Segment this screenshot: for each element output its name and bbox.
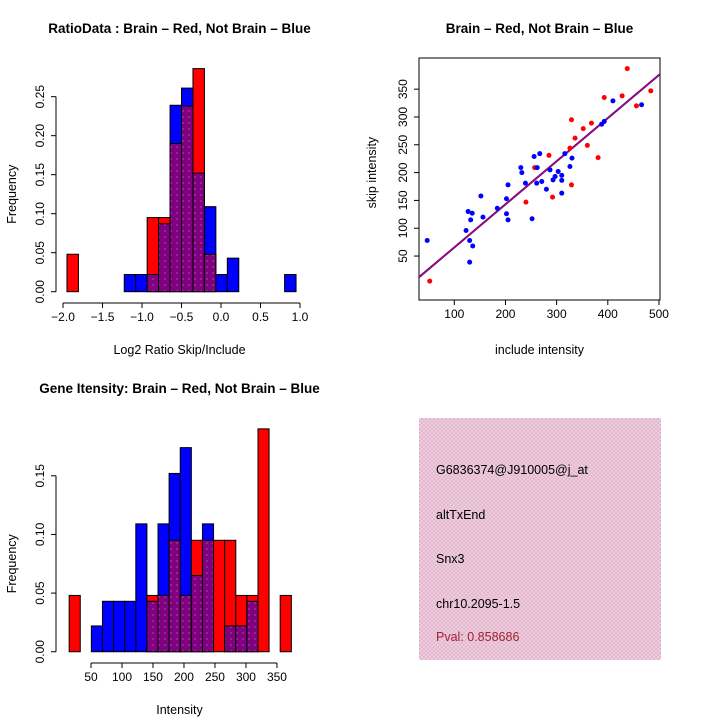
scatter-point-not-brain bbox=[559, 178, 564, 183]
scatter-point-not-brain bbox=[559, 173, 564, 178]
scatter-point-not-brain bbox=[519, 170, 524, 175]
hist-bar bbox=[125, 601, 136, 651]
scatter-point-not-brain bbox=[468, 217, 473, 222]
hist-bar-overlap bbox=[202, 540, 213, 651]
scatter-point-brain bbox=[523, 200, 528, 205]
x-tick-label: 100 bbox=[111, 670, 133, 684]
hist-bar-overlap bbox=[147, 275, 158, 292]
y-tick-label: 0.10 bbox=[33, 522, 47, 547]
ratio-histogram-chart bbox=[0, 0, 360, 360]
scatter-point-brain bbox=[596, 155, 601, 160]
panel-intensity-scatter bbox=[360, 0, 720, 360]
gene-symbol-text: Snx3 bbox=[436, 552, 465, 566]
scatter-point-not-brain bbox=[523, 181, 528, 186]
hist-bar bbox=[214, 540, 225, 651]
scatter-point-brain bbox=[634, 103, 639, 108]
scatter-point-not-brain bbox=[602, 119, 607, 124]
scatter-point-not-brain bbox=[495, 206, 500, 211]
scatter-point-not-brain bbox=[504, 211, 509, 216]
y-tick-label: 50 bbox=[396, 249, 410, 263]
scatter-point-not-brain bbox=[425, 238, 430, 243]
x-tick-label: 250 bbox=[204, 670, 225, 684]
x-tick-label: 0.0 bbox=[212, 310, 230, 324]
gene-intensity-histogram-chart bbox=[0, 360, 360, 720]
hist-bar-overlap bbox=[182, 106, 193, 292]
hist-bar bbox=[114, 601, 125, 651]
chart-title: Gene Itensity: Brain – Red, Not Brain – Blue bbox=[39, 381, 320, 396]
y-tick-label: 0.15 bbox=[33, 464, 47, 488]
y-tick-label: 200 bbox=[396, 162, 410, 183]
scatter-point-not-brain bbox=[556, 169, 561, 174]
scatter-point-not-brain bbox=[504, 196, 509, 201]
scatter-point-not-brain bbox=[464, 228, 469, 233]
scatter-point-brain bbox=[648, 88, 653, 93]
y-axis-title: skip intensity bbox=[365, 136, 379, 209]
chart-title: RatioData : Brain – Red, Not Brain – Blue bbox=[48, 21, 311, 36]
y-tick-label: 0.05 bbox=[33, 241, 47, 265]
scatter-point-not-brain bbox=[539, 179, 544, 184]
x-axis-title: Intensity bbox=[156, 703, 203, 717]
scatter-point-brain bbox=[602, 95, 607, 100]
scatter-point-not-brain bbox=[535, 165, 540, 170]
y-tick-label: 0.20 bbox=[33, 123, 47, 148]
scatter-point-brain bbox=[625, 66, 630, 71]
scatter-point-not-brain bbox=[544, 187, 549, 192]
x-tick-label: 400 bbox=[597, 307, 618, 321]
scatter-point-brain bbox=[569, 182, 574, 187]
scatter-point-not-brain bbox=[518, 165, 523, 170]
hist-bar-overlap bbox=[225, 626, 236, 652]
panel-ratio-histogram bbox=[0, 0, 360, 360]
scatter-point-brain bbox=[546, 153, 551, 158]
x-axis-title: include intensity bbox=[495, 343, 584, 357]
x-tick-label: 200 bbox=[495, 307, 516, 321]
y-tick-label: 0.00 bbox=[33, 640, 47, 664]
hist-bar bbox=[69, 595, 80, 651]
hist-bar-overlap bbox=[158, 595, 169, 651]
chart-title: Brain – Red, Not Brain – Blue bbox=[445, 21, 634, 36]
scatter-point-not-brain bbox=[553, 174, 558, 179]
scatter-point-not-brain bbox=[567, 164, 572, 169]
hist-bar-overlap bbox=[236, 626, 247, 652]
scatter-point-brain bbox=[581, 126, 586, 131]
hist-bar-overlap bbox=[147, 601, 158, 651]
x-tick-label: 150 bbox=[142, 670, 163, 684]
hist-bar-overlap bbox=[247, 601, 258, 651]
hist-bar-overlap bbox=[193, 173, 204, 292]
scatter-point-not-brain bbox=[569, 156, 574, 161]
scatter-point-not-brain bbox=[534, 181, 539, 186]
skip-include-scatter-chart bbox=[360, 0, 720, 360]
hist-bar bbox=[136, 275, 147, 292]
hist-bar bbox=[227, 258, 238, 292]
locus-text: chr10.2095-1.5 bbox=[436, 597, 521, 611]
x-tick-label: −1.0 bbox=[130, 310, 154, 324]
hist-bar-overlap bbox=[191, 575, 202, 651]
y-tick-label: 100 bbox=[396, 218, 410, 239]
y-axis-title: Frequency bbox=[5, 164, 19, 224]
x-tick-label: 1.0 bbox=[291, 310, 309, 324]
hist-bar-overlap bbox=[169, 540, 180, 651]
x-tick-label: 50 bbox=[84, 670, 98, 684]
scatter-point-not-brain bbox=[547, 167, 552, 172]
hist-bar bbox=[285, 275, 296, 292]
x-tick-label: 500 bbox=[648, 307, 669, 321]
scatter-point-brain bbox=[585, 143, 590, 148]
hist-bar bbox=[280, 595, 291, 651]
y-tick-label: 150 bbox=[396, 190, 410, 211]
scatter-point-brain bbox=[550, 195, 555, 200]
scatter-point-brain bbox=[427, 279, 432, 284]
scatter-point-not-brain bbox=[530, 216, 535, 221]
scatter-point-not-brain bbox=[559, 191, 564, 196]
y-tick-label: 350 bbox=[396, 79, 410, 100]
y-tick-label: 300 bbox=[396, 106, 410, 127]
scatter-point-brain bbox=[569, 117, 574, 122]
fit-line-brain-fit bbox=[419, 74, 660, 277]
scatter-point-not-brain bbox=[506, 182, 511, 187]
hist-bar-overlap bbox=[204, 254, 215, 291]
scatter-point-not-brain bbox=[470, 244, 475, 249]
panel-gene-info bbox=[360, 360, 720, 720]
scatter-point-not-brain bbox=[506, 217, 511, 222]
hist-bar-overlap bbox=[159, 224, 170, 292]
hist-bar bbox=[136, 524, 147, 652]
scatter-point-not-brain bbox=[470, 211, 475, 216]
pval-text: Pval: 0.858686 bbox=[436, 630, 520, 644]
panel-gene-intensity-histogram bbox=[0, 360, 360, 720]
y-tick-label: 250 bbox=[396, 134, 410, 155]
scatter-point-not-brain bbox=[478, 193, 483, 198]
x-axis-title: Log2 Ratio Skip/Include bbox=[113, 343, 246, 357]
scatter-point-not-brain bbox=[639, 102, 644, 107]
scatter-point-not-brain bbox=[562, 151, 567, 156]
hist-bar bbox=[124, 275, 135, 292]
y-tick-label: 0.15 bbox=[33, 163, 47, 187]
x-tick-label: 300 bbox=[235, 670, 256, 684]
x-tick-label: 0.5 bbox=[252, 310, 269, 324]
scatter-point-not-brain bbox=[480, 215, 485, 220]
gene-info-box bbox=[419, 418, 661, 660]
scatter-point-not-brain bbox=[467, 260, 472, 265]
y-tick-label: 0.10 bbox=[33, 202, 47, 226]
scatter-point-not-brain bbox=[610, 98, 615, 103]
hist-bar bbox=[258, 429, 269, 652]
scatter-point-not-brain bbox=[467, 238, 472, 243]
scatter-point-brain bbox=[567, 146, 572, 151]
scatter-point-not-brain bbox=[532, 154, 537, 159]
scatter-point-brain bbox=[620, 93, 625, 98]
scatter-point-brain bbox=[573, 136, 578, 141]
probe-id-text: G6836374@J910005@j_at bbox=[436, 463, 588, 477]
y-tick-label: 0.05 bbox=[33, 581, 47, 605]
scatter-point-brain bbox=[589, 121, 594, 126]
x-tick-label: 100 bbox=[444, 307, 465, 321]
x-tick-label: −2.0 bbox=[51, 310, 75, 324]
x-tick-label: 350 bbox=[266, 670, 287, 684]
hist-bar-overlap bbox=[170, 143, 181, 291]
hist-bar bbox=[91, 626, 102, 652]
hist-bar bbox=[216, 275, 227, 292]
x-tick-label: 200 bbox=[173, 670, 194, 684]
y-tick-label: 0.00 bbox=[33, 280, 47, 304]
hist-bar bbox=[102, 601, 113, 651]
x-tick-label: −0.5 bbox=[169, 310, 194, 324]
y-tick-label: 0.25 bbox=[33, 84, 47, 109]
x-tick-label: 300 bbox=[546, 307, 567, 321]
y-axis-title: Frequency bbox=[5, 534, 19, 594]
splice-type-text: altTxEnd bbox=[436, 508, 486, 522]
x-tick-label: −1.5 bbox=[90, 310, 115, 324]
hist-bar bbox=[67, 254, 78, 291]
hist-bar-overlap bbox=[180, 595, 191, 651]
scatter-point-not-brain bbox=[537, 151, 542, 156]
